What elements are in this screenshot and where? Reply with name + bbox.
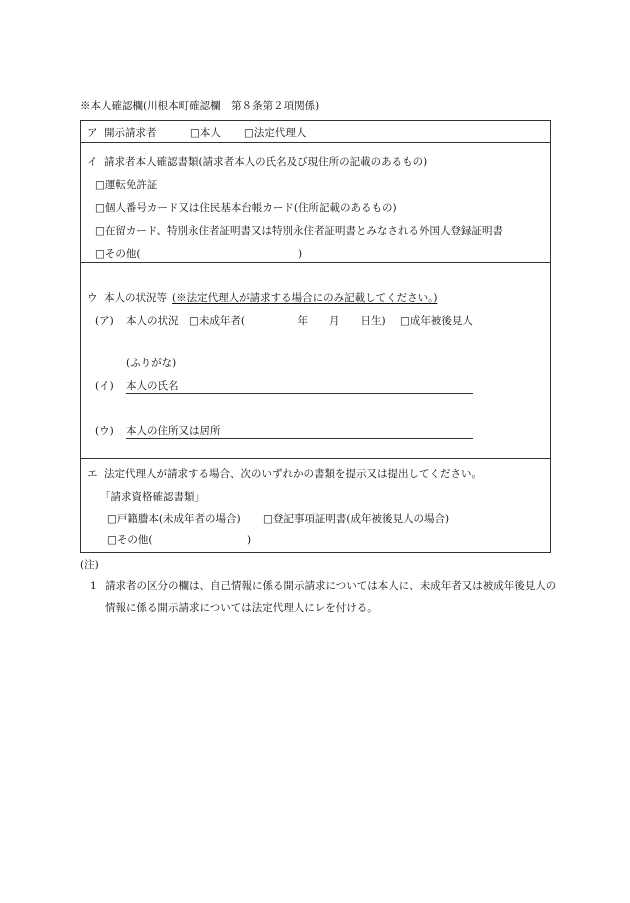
principal-status-note: (※法定代理人が請求する場合にのみ記載してください。) (172, 292, 438, 304)
notes-heading: (注) (80, 559, 99, 571)
furigana-label: (ふりがな) (126, 357, 177, 369)
section-e-marker: エ (87, 468, 98, 480)
row-divider-1 (81, 142, 550, 143)
qualification-title: 法定代理人が請求する場合、次のいずれかの書類を提示又は提出してください。 (104, 468, 482, 480)
checkbox-adult-ward[interactable]: □成年被後見人 (400, 315, 473, 327)
note-1-line-2: 情報に係る開示請求については法定代理人にレを付ける。 (105, 602, 378, 614)
section-i-marker: イ (87, 156, 98, 168)
principal-name-field[interactable] (126, 393, 473, 394)
row-divider-2 (81, 262, 550, 263)
checkbox-family-register[interactable]: □戸籍謄本(未成年者の場合) (107, 513, 241, 525)
row-a-marker: (ア) (95, 315, 114, 327)
principal-status-label: 本人の状況 (126, 315, 179, 327)
section-a-marker: ア (87, 127, 98, 139)
checkbox-drivers-license[interactable]: □運転免許証 (95, 179, 158, 191)
checkbox-other-id[interactable]: □その他( ) (95, 248, 303, 260)
section-u-marker: ウ (87, 292, 98, 304)
qualification-subtitle: 「請求資格確認書類」 (100, 491, 205, 503)
id-documents-title: 請求者本人確認書類(請求者本人の氏名及び現住所の記載のあるもの) (104, 156, 428, 168)
principal-name-label: 本人の氏名 (126, 380, 179, 392)
checkbox-my-number-card[interactable]: □個人番号カード又は住民基本台帳カード(住所記載のあるもの) (95, 202, 397, 214)
checkbox-registry-certificate[interactable]: □登記事項証明書(成年被後見人の場合) (263, 513, 450, 525)
row-u-marker: (ウ) (95, 425, 114, 437)
principal-status-title: 本人の状況等 (104, 292, 167, 304)
requester-label: 開示請求者 (104, 127, 157, 139)
header-note: ※本人確認欄(川根本町確認欄 第８条第２項関係) (80, 100, 320, 112)
checkbox-legal-representative[interactable]: □法定代理人 (244, 127, 307, 139)
checkbox-residence-card[interactable]: □在留カード、特別永住者証明書又は特別永住者証明書とみなされる外国人登録証明書 (95, 225, 503, 237)
note-1-number: 1 (90, 580, 97, 592)
checkbox-other-qualification[interactable]: □その他( ) (107, 534, 252, 546)
principal-address-label: 本人の住所又は居所 (126, 425, 221, 437)
note-1-line-1: 請求者の区分の欄は、自己情報に係る開示請求については本人に、未成年者又は被成年後見人の (105, 580, 557, 592)
checkbox-minor[interactable]: □未成年者( 年 月 日生) (189, 315, 386, 327)
checkbox-self[interactable]: □本人 (190, 127, 221, 139)
principal-address-field[interactable] (126, 438, 473, 439)
row-i-marker: (イ) (95, 380, 114, 392)
row-divider-3 (81, 458, 550, 459)
